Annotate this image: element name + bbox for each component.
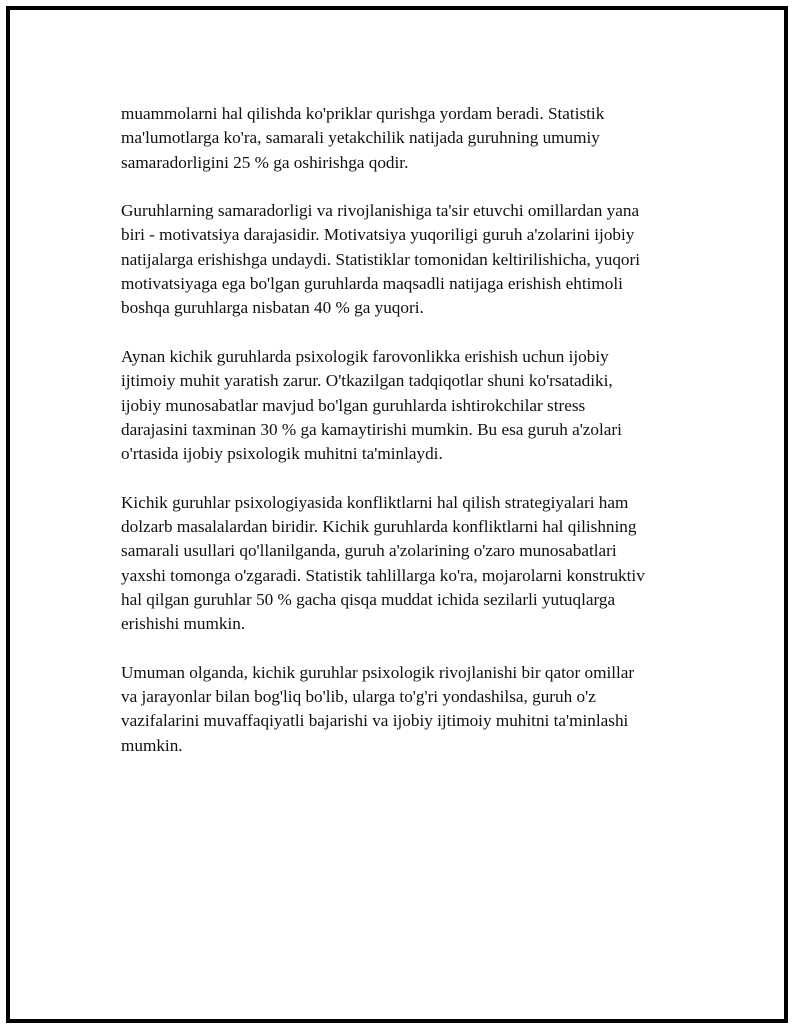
paragraph: Umuman olganda, kichik guruhlar psixologik rivojlanishi bir qator omillar va jarayonlar bilan bog'liq bo'lib, ularga to'g'ri yondashilsa, guruh o'z vazifalarini muvaffaqiyatli bajarishi va ijobiy ijtimoiy muhitni ta'minlashi mumkin.	[121, 662, 635, 755]
paragraph: Kichik guruhlar psixologiyasida konfliktlarni hal qilish strategiyalari ham dolzarb masalalardan biridir. Kichik guruhlarda konfliktlarni hal qilishning samarali usullari qo'llanilganda, guruh a'zolarining o'zaro munosabatlari yaxshi tomonga o'zgaradi. Statistik tahlillarga ko'ra, mojarolarni konstruktiv hal qilgan guruhlar 50 % gacha qisqa muddat ichida sezilarli yutuqlarga erishishi mumkin.	[121, 492, 645, 634]
paragraph: Guruhlarning samaradorligi va rivojlanishiga ta'sir etuvchi omillardan yana biri - motivatsiya darajasidir. Motivatsiya yuqoriligi guruh a'zolarini ijobiy natijalarga erishishga undaydi. Statistiklar tomonidan keltirilishicha, yuqori motivatsiyaga ega bo'lgan guruhlarda maqsadli natijaga erishish ehtimoli boshqa guruhlarga nisbatan 40 % ga yuqori.	[121, 201, 641, 318]
document-page	[6, 6, 788, 1023]
paragraph: Aynan kichik guruhlarda psixologik farovonlikka erishish uchun ijobiy ijtimoiy muhit yaratish zarur. O'tkazilgan tadqiqotlar shuni ko'rsatadiki, ijobiy munosabatlar mavjud bo'lgan guruhlarda ishtirokchilar stress darajasini taxminan 30 % ga kamaytirishi mumkin. Bu esa guruh a'zolari o'rtasida ijobiy psixologik muhitni ta'minlaydi.	[121, 346, 622, 464]
document-body	[121, 102, 686, 782]
paragraph: muammolarni hal qilishda ko'priklar qurishga yordam beradi. Statistik ma'lumotlarga ko'ra, samarali yetakchilik natijada guruhning umumiy samaradorligini 25 % ga oshirishga qodir.	[121, 104, 605, 172]
